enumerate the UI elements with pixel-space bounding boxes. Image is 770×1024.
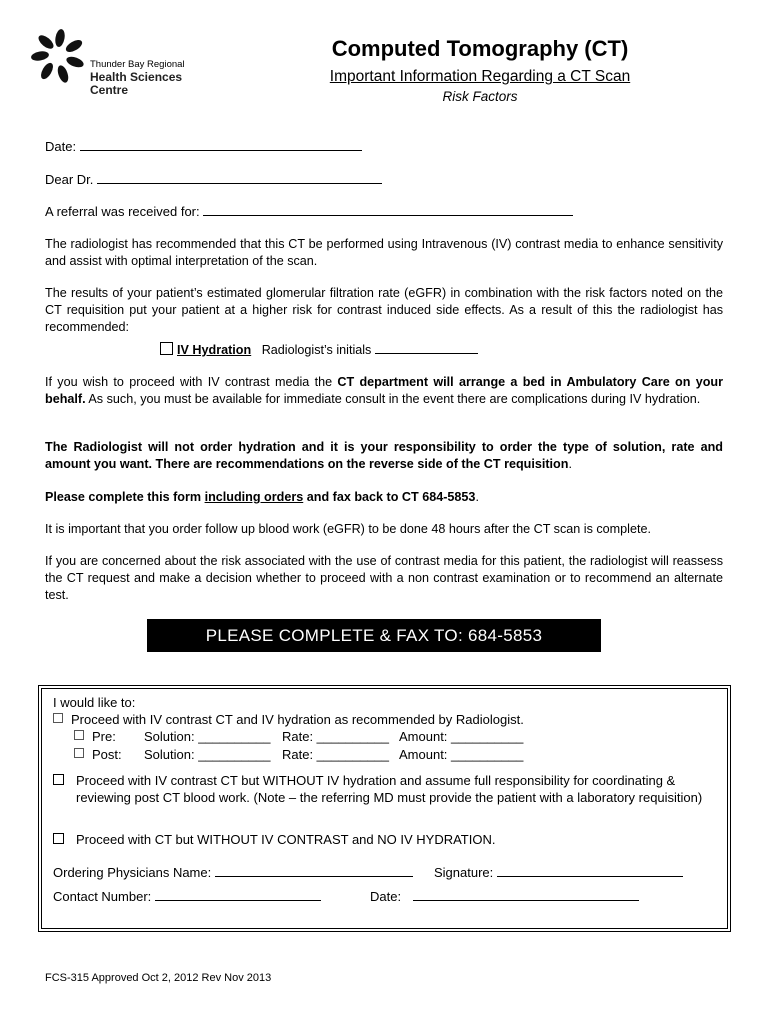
iv-hydration-checkbox[interactable]	[160, 342, 173, 355]
doctor-name-blank[interactable]	[97, 171, 382, 184]
org-line-1: Thunder Bay Regional	[90, 59, 185, 70]
option-1-row	[53, 711, 524, 728]
physician-name-field	[53, 864, 413, 881]
referral-label: A referral was received for:	[45, 204, 200, 219]
document-title: Computed Tomography (CT)	[331, 36, 629, 61]
pre-amount[interactable]: Amount: __________	[399, 729, 524, 744]
paragraph-concern: If you are concerned about the risk associated with the use of contrast media for this patient, the radiologist will reassess the CT request and make a decision whether to proceed with a non contrast examination or to recommend an alternate test.	[45, 554, 723, 602]
contact-number-blank[interactable]	[155, 888, 321, 901]
post-checkbox[interactable]	[74, 748, 84, 758]
p4-end: .	[568, 457, 572, 471]
form-date-blank[interactable]	[413, 888, 639, 901]
form-date-label: Date:	[370, 889, 402, 904]
pre-label: Pre:	[92, 729, 116, 744]
organization-name	[90, 58, 185, 97]
physician-name-blank[interactable]	[215, 864, 413, 877]
org-line-2: Health Sciences	[90, 70, 183, 84]
p3-part-a: If you wish to proceed with IV contrast media the	[45, 375, 338, 389]
form-intro: I would like to:	[53, 695, 136, 710]
post-label: Post:	[92, 747, 122, 762]
option-3-checkbox[interactable]	[53, 833, 64, 844]
p3-part-c: As such, you must be available for immediate consult in the event there are complications during IV hydration.	[85, 392, 701, 406]
paragraph-bloodwork: It is important that you order follow up blood work (eGFR) to be done 48 hours after the CT scan is complete.	[45, 522, 651, 536]
iv-hydration-row	[160, 341, 478, 357]
pre-rate[interactable]: Rate: __________	[282, 729, 389, 744]
date-label: Date:	[45, 139, 77, 154]
signature-blank[interactable]	[497, 864, 683, 877]
option-2-label: Proceed with IV contrast CT but WITHOUT IV hydration and assume full responsibility for coordinating & reviewing post CT blood work. (Note – the referring MD must provide the patient with a laboratory requisition)	[76, 773, 703, 805]
form-footer: FCS-315 Approved Oct 2, 2012 Rev Nov 2013	[45, 972, 272, 984]
paragraph-recommendation: The radiologist has recommended that this CT be performed using Intravenous (IV) contrast media to enhance sensitivity and assist with optimal interpretation of the scan.	[45, 237, 723, 268]
form-date-field	[370, 888, 639, 905]
option-1-label: Proceed with IV contrast CT and IV hydration as recommended by Radiologist.	[71, 712, 524, 727]
document-subtitle: Important Information Regarding a CT Scan	[329, 68, 631, 85]
referral-blank[interactable]	[203, 203, 573, 216]
pre-checkbox[interactable]	[74, 730, 84, 740]
option-3-label: Proceed with CT but WITHOUT IV CONTRAST and NO IV HYDRATION.	[76, 832, 496, 847]
option-3-checkbox-wrap	[53, 833, 70, 847]
hospital-logo-icon	[30, 24, 90, 104]
paragraph-egfr: The results of your patient’s estimated glomerular filtration rate (eGFR) in combination with the risk factors noted on the CT requisition put your patient at a higher risk for contrast induced side effects. As a result of this the radiologist has recommended:	[45, 286, 723, 334]
post-rate[interactable]: Rate: __________	[282, 747, 389, 762]
iv-hydration-label: IV Hydration	[177, 343, 252, 357]
contact-number-field	[53, 888, 321, 905]
option-1-checkbox[interactable]	[53, 713, 63, 723]
post-amount[interactable]: Amount: __________	[399, 747, 524, 762]
dear-label: Dear Dr.	[45, 172, 94, 187]
paragraph-ambulatory	[45, 374, 723, 408]
radiologist-initials-label: Radiologist’s initials	[261, 343, 372, 357]
p5-end: .	[475, 490, 479, 504]
signature-field	[434, 864, 683, 881]
pre-row	[74, 728, 523, 745]
date-field	[45, 138, 362, 154]
radiologist-initials-blank[interactable]	[375, 341, 478, 354]
date-blank[interactable]	[80, 138, 362, 151]
p4-bold: The Radiologist will not order hydration and it is your responsibility to order the type of solution, rate and amount you want. There are recommendations on the reverse side of the CT requisition	[45, 440, 723, 471]
option-2-checkbox[interactable]	[53, 774, 64, 785]
contact-number-label: Contact Number:	[53, 889, 152, 904]
p5-part-b: including orders	[204, 490, 304, 504]
p5-part-c: and fax back to CT 684-5853	[303, 490, 476, 504]
pre-solution[interactable]: Solution: __________	[144, 729, 271, 744]
physician-name-label: Ordering Physicians Name:	[53, 865, 212, 880]
p3-part-b: CT department will arrange a bed in Ambulatory Care on your behalf.	[45, 375, 723, 406]
paragraph-responsibility	[45, 439, 723, 473]
fax-banner: PLEASE COMPLETE & FAX TO: 684-5853	[147, 619, 601, 652]
dear-doctor-field	[45, 171, 382, 187]
referral-field	[45, 203, 573, 219]
p5-part-a: Please complete this form	[45, 490, 205, 504]
document-subheading: Risk Factors	[442, 89, 518, 104]
option-2-checkbox-wrap	[53, 774, 70, 788]
post-row	[74, 746, 523, 763]
org-line-3: Centre	[90, 83, 129, 97]
signature-label: Signature:	[434, 865, 494, 880]
paragraph-complete-form	[45, 489, 723, 506]
post-solution[interactable]: Solution: __________	[144, 747, 271, 762]
